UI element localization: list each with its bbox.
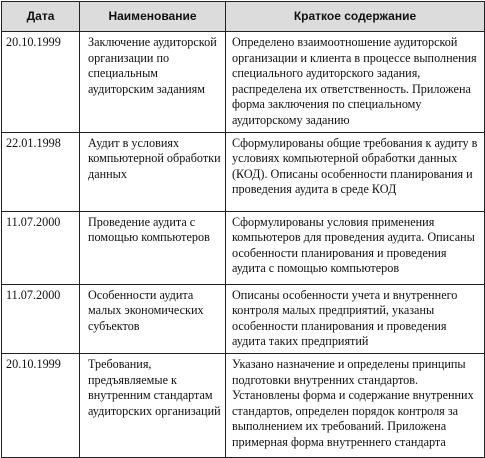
row-name: Проведение аудита с помощью компьютеров [80, 211, 226, 284]
row-summary: Описаны особенности учета и внутреннего контроля малых предприятий, указаны особенности планирования и проведения аудита таких предприятий [226, 284, 485, 353]
standards-table [1, 1, 485, 458]
row-date: 20.10.1999 [2, 32, 80, 133]
table-row [2, 211, 485, 284]
table-row [2, 32, 485, 133]
row-name: Требования, предъявляемые к внутренним стандартам аудиторских организаций [80, 353, 226, 457]
header-name: Наименование [80, 2, 226, 32]
row-summary: Указано назначение и определены принципы подготовки внутренних стандартов. Установлены форма и содержание внутренних стандартов, определен порядок контроля за выполнением их требований. Приложена примерная форма внутреннего стандарта [226, 353, 485, 457]
row-date: 20.10.1999 [2, 353, 80, 457]
row-summary: Определено взаимоотношение аудиторской организации и клиента в процессе выполнения специального аудиторского задания, распределена их ответственность. Приложена форма заключения по специальному аудиторскому заданию [226, 32, 485, 133]
row-date: 11.07.2000 [2, 211, 80, 284]
header-date: Дата [2, 2, 80, 32]
row-date: 11.07.2000 [2, 284, 80, 353]
table-row [2, 353, 485, 457]
row-summary: Сформулированы общие требования к аудиту в условиях компьютерной обработки данных (КОД). Описаны особенности планирования и проведения аудита в среде КОД [226, 132, 485, 211]
row-name: Особенности аудита малых экономических субъектов [80, 284, 226, 353]
table-row [2, 284, 485, 353]
row-name: Аудит в условиях компьютерной обработки данных [80, 132, 226, 211]
header-summary: Краткое содержание [226, 2, 485, 32]
header-row [2, 2, 485, 32]
table-row [2, 132, 485, 211]
row-name: Заключение аудиторской организации по специальным аудиторским заданиям [80, 32, 226, 133]
row-summary: Сформулированы условия применения компьютеров для проведения аудита. Описаны особенности планирования и проведения аудита с помощью компьютеров [226, 211, 485, 284]
row-date: 22.01.1998 [2, 132, 80, 211]
